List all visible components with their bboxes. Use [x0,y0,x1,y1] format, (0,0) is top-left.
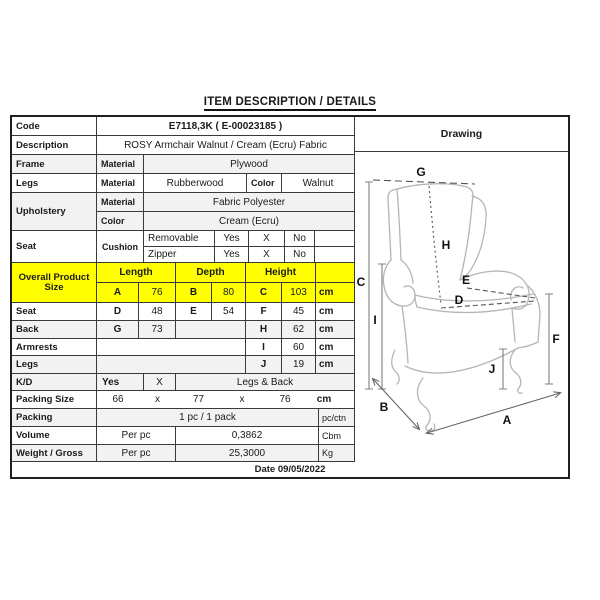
page-title-text: ITEM DESCRIPTION / DETAILS [204,96,376,111]
dim-label-i-icon: I [373,313,377,327]
back-value-h: 62 [282,321,316,338]
dim-label-d-icon: D [454,293,464,307]
upholstery-label: Upholstery [12,193,97,230]
row-back-dims [12,321,354,339]
size-height-header: Height [246,263,316,282]
cushion-removable-row [144,231,354,247]
packing-size-x2: x [239,394,245,405]
row-weight [12,445,354,462]
legs-color-label: Color [247,174,282,192]
overall-size-label-line2: Size [44,281,64,293]
armrests-value-i: 60 [282,339,316,355]
volume-unit: Cbm [322,430,342,441]
page-title [10,92,570,111]
overall-size-subrows [97,263,354,302]
size-value-b: 80 [212,283,246,302]
item-spec-table [10,115,570,479]
back-dims-unit: cm [319,324,334,335]
row-upholstery [12,193,354,231]
back-value-g: 73 [139,321,176,338]
row-description [12,136,354,155]
zipper-no: No [285,247,315,262]
legs-material-label: Material [97,174,144,192]
legs-label: Legs [12,174,97,192]
size-header-row [97,263,354,283]
seat-dims-unit: cm [319,306,334,317]
dim-label-g-icon: G [416,165,426,179]
seat-value-d: 48 [139,303,176,320]
size-values-row [97,283,354,302]
zipper-yes: Yes [215,247,249,262]
row-armrests [12,339,354,356]
seat-letter-f: F [246,303,282,320]
size-value-a: 76 [139,283,176,302]
armrests-label: Armrests [12,339,97,355]
legs-height-unit: cm [319,359,334,370]
row-code [12,117,354,136]
armchair-drawing-svg [355,152,568,459]
frame-label: Frame [12,155,97,173]
kd-label: K/D [12,374,97,390]
armrests-unit: cm [319,341,334,353]
dim-label-e-icon: E [461,273,471,287]
dim-label-h-icon: H [441,238,451,252]
upholstery-color-row [97,212,354,230]
cushion-zipper-row [144,247,354,262]
legs-color-value: Walnut [302,177,334,189]
packing-size-v1: 66 [112,394,124,405]
zipper-mark: X [249,247,285,262]
back-letter-h: H [246,321,282,338]
dim-label-f-icon: F [552,332,560,346]
seat-letter-e: E [176,303,212,320]
cushion-label: Cushion [97,231,144,262]
armrests-letter-i: I [246,339,282,355]
back-letter-g: G [97,321,139,338]
size-unit: cm [319,287,334,298]
legs-value-j: 19 [282,356,316,373]
volume-value: 0,3862 [176,427,319,444]
row-seat-dims [12,303,354,321]
zipper-label: Zipper [144,247,215,262]
frame-material-value: Plywood [230,158,268,170]
row-frame [12,155,354,174]
seat-value-f: 45 [282,303,316,320]
seat-value-e: 54 [212,303,246,320]
drawing-area [355,152,568,462]
packing-unit: pc/ctn [322,412,347,423]
weight-unit: Kg [322,448,334,458]
row-legs [12,174,354,193]
date-text: Date 09/05/2022 [254,464,326,475]
kd-value: Legs & Back [236,376,294,388]
upholstery-subrows [97,193,354,230]
overall-size-label [12,263,97,302]
row-packing [12,409,354,427]
upholstery-material-label: Material [97,193,144,211]
packing-size-unit: cm [316,394,332,405]
dim-label-c-icon: C [356,275,366,289]
upholstery-color-value: Cream (Ecru) [218,215,279,227]
size-letter-c: C [246,283,282,302]
packing-size-label: Packing Size [12,391,97,408]
dim-label-a-icon: A [502,413,512,427]
back-label: Back [12,321,97,338]
packing-label: Packing [12,409,97,426]
packing-size-values [97,391,354,408]
description-label: Description [12,136,97,154]
row-kd [12,374,354,391]
back-blank [176,321,246,338]
packing-size-v3: 76 [279,394,291,405]
overall-size-label-line1: Overall Product [18,271,90,283]
dim-label-j-icon: J [488,362,496,376]
weight-per: Per pc [97,445,176,461]
size-header-blank [316,263,354,282]
weight-value: 25,3000 [176,445,319,461]
packing-size-v2: 77 [192,394,205,405]
cushion-subrows [144,231,354,262]
volume-per: Per pc [97,427,176,444]
removable-mark: X [249,231,285,246]
packing-size-x1: x [155,394,160,405]
removable-no: No [285,231,315,246]
drawing-header: Drawing [355,117,568,152]
armrests-blank [97,339,246,355]
seat-label: Seat [12,231,97,262]
size-letter-b: B [176,283,212,302]
kd-yes: Yes [97,374,144,390]
upholstery-material-value: Fabric Polyester [212,196,286,208]
row-packing-size [12,391,354,409]
dim-label-b-icon: B [379,400,389,414]
row-legs-height [12,356,354,374]
size-depth-header: Depth [176,263,246,282]
date-row [12,462,568,477]
code-value: E7118,3K ( E-00023185 ) [168,120,283,132]
description-value: ROSY Armchair Walnut / Cream (Ecru) Fabric [124,139,327,151]
zipper-blank [315,247,354,262]
legs-letter-j: J [246,356,282,373]
row-overall-size [12,263,354,303]
legs-material-value: Rubberwood [144,174,247,192]
removable-label: Removable [144,231,215,246]
code-label: Code [12,117,97,135]
legs-height-blank [97,356,246,373]
row-seat-cushion [12,231,354,263]
size-length-header: Length [97,263,176,282]
kd-mark: X [144,374,176,390]
table-main [12,117,568,462]
removable-yes: Yes [215,231,249,246]
size-value-c: 103 [282,283,316,302]
volume-label: Volume [12,427,97,444]
drawing-column [354,117,568,462]
removable-blank [315,231,354,246]
legs-height-label: Legs [12,356,97,373]
seat-letter-d: D [97,303,139,320]
armchair-sketch [383,184,540,431]
details-section [12,117,354,462]
seat-dims-label: Seat [12,303,97,320]
packing-value: 1 pc / 1 pack [97,409,319,426]
size-letter-a: A [97,283,139,302]
upholstery-color-label: Color [97,212,144,230]
row-volume [12,427,354,445]
frame-material-label: Material [97,155,144,173]
weight-label: Weight / Gross [12,445,97,461]
upholstery-material-row [97,193,354,212]
